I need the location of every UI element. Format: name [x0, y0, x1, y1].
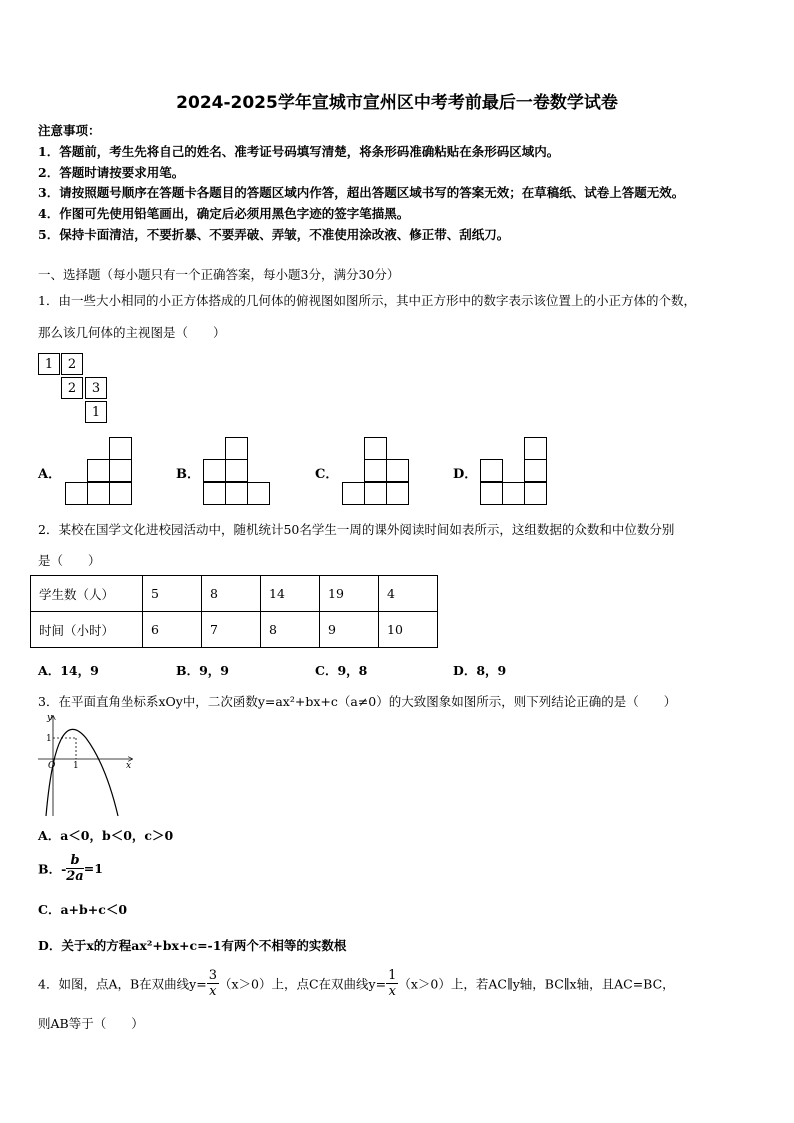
q2-option-c: C．9，8 [315, 663, 368, 678]
option-b-label: B． [176, 467, 200, 482]
q3-option-a: A．a＜0，b＜0，c＞0 [38, 828, 174, 843]
fraction: $\frac{3}{x}$ [208, 968, 217, 999]
q3-option-b: B．- $\frac{b}{2a}$ =1 [38, 853, 103, 884]
table-cell: 14 [261, 576, 320, 612]
question-4-line2: 则AB等于（ ） [38, 1016, 144, 1031]
parabola-curve [46, 729, 118, 816]
table-cell: 学生数（人） [31, 576, 143, 612]
note-item: 1．答题前，考生先将自己的姓名、准考证号码填写清楚，将条形码准确粘贴在条形码区域内。 [38, 144, 560, 159]
notes-heading: 注意事项： [38, 123, 101, 138]
q3-option-c: C．a+b+c＜0 [38, 902, 128, 917]
parabola-graph [36, 710, 140, 818]
q3-option-d: D．关于x的方程ax²+bx+c=-1有两个不相等的实数根 [38, 938, 347, 953]
question-2-line1: 2．某校在国学文化进校园活动中，随机统计50名学生一周的课外阅读时间如表所示，这组数据的众数和中位数分别 [38, 522, 675, 537]
question-1-line2: 那么该几何体的主视图是（ ） [38, 325, 226, 340]
option-c-label: C． [315, 467, 339, 482]
fraction: $\frac{1}{x}$ [388, 968, 397, 999]
top-view-cell: 2 [61, 353, 83, 375]
reading-time-table [30, 575, 438, 648]
table-cell: 19 [320, 576, 379, 612]
question-2-line2: 是（ ） [38, 553, 101, 568]
question-4-line1: 4．如图，点A，B在双曲线y= $\frac{3}{x}$ （x＞0）上，点C在双曲线y= $\frac{1}{x}$ （x＞0）上，若AC∥y轴，BC∥x轴，且AC=BC， [38, 968, 675, 999]
table-cell: 8 [202, 576, 261, 612]
option-d-label: D． [453, 467, 478, 482]
top-view-cell: 1 [85, 401, 107, 423]
y-axis-label: y [47, 713, 53, 723]
table-cell: 5 [143, 576, 202, 612]
x-tick-1: 1 [73, 761, 79, 771]
table-cell: 6 [143, 612, 202, 648]
top-view-cell: 1 [38, 353, 60, 375]
note-item: 5．保持卡面清洁，不要折暴、不要弄破、弄皱，不准使用涂改液、修正带、刮纸刀。 [38, 227, 510, 242]
table-cell: 8 [261, 612, 320, 648]
question-1-line1: 1．由一些大小相同的小正方体搭成的几何体的俯视图如图所示，其中正方形中的数字表示该位置上的小正方体的个数， [38, 293, 696, 308]
fraction: $\frac{b}{2a}$ [66, 853, 84, 884]
q2-option-a: A．14，9 [38, 663, 99, 678]
y-tick-1: 1 [46, 734, 52, 744]
top-view-cell: 3 [85, 377, 107, 399]
note-item: 2．答题时请按要求用笔。 [38, 165, 185, 180]
q2-option-b: B．9，9 [176, 663, 229, 678]
table-row [31, 576, 438, 612]
table-cell: 7 [202, 612, 261, 648]
question-3-line1: 3．在平面直角坐标系xOy中，二次函数y=ax²+bx+c（a≠0）的大致图象如图所示，则下列结论正确的是（ ） [38, 694, 677, 709]
table-row [31, 612, 438, 648]
page-title: 2024-2025学年宣城市宣州区中考考前最后一卷数学试卷 [176, 93, 618, 113]
table-cell: 10 [379, 612, 438, 648]
origin-label: O [48, 761, 56, 771]
table-cell: 时间（小时） [31, 612, 143, 648]
table-cell: 4 [379, 576, 438, 612]
x-axis-label: x [126, 761, 132, 771]
table-cell: 9 [320, 612, 379, 648]
note-item: 4．作图可先使用铅笔画出，确定后必须用黑色字迹的签字笔描黑。 [38, 206, 410, 221]
q2-option-d: D．8，9 [453, 663, 507, 678]
section-heading: 一、选择题（每小题只有一个正确答案，每小题3分，满分30分） [38, 267, 400, 282]
note-item: 3．请按照题号顺序在答题卡各题目的答题区域内作答，超出答题区域书写的答案无效；在草稿纸、试卷上答题无效。 [38, 185, 685, 200]
option-a-label: A． [38, 467, 62, 482]
top-view-cell: 2 [61, 377, 83, 399]
